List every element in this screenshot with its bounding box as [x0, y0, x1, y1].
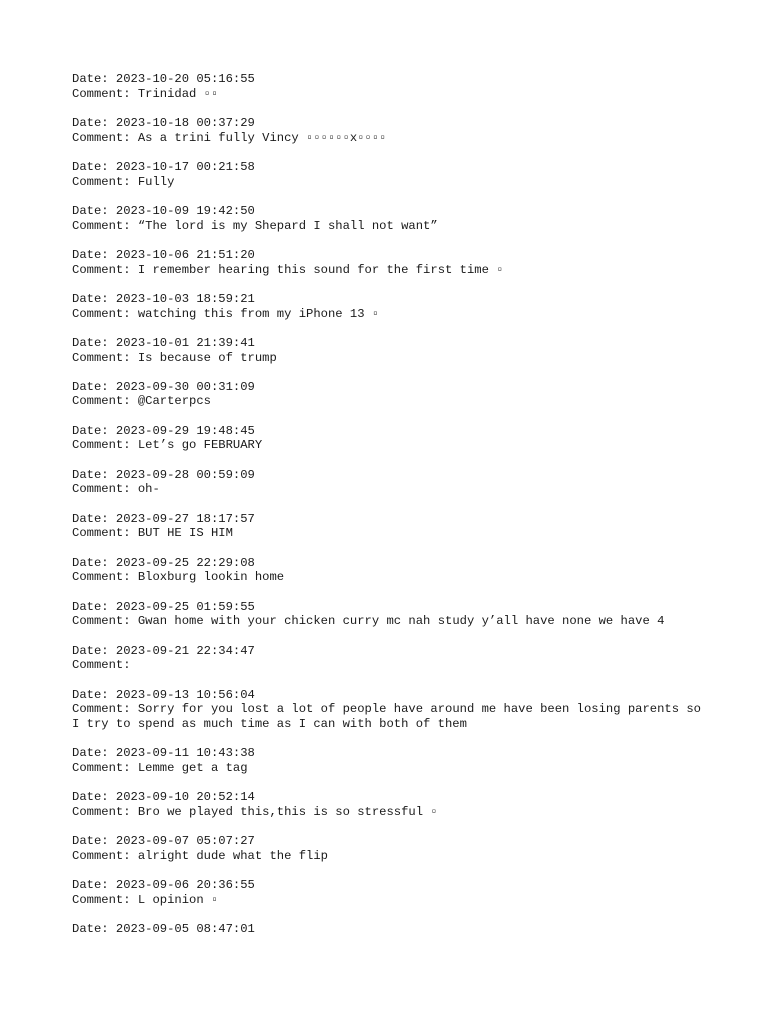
date-line — [72, 116, 712, 131]
comment-entry — [72, 380, 712, 409]
comment-text: Sorry for you lost a lot of people have around me have been losing parents so I try to spend as much time as I can with both of them — [72, 702, 709, 731]
comment-text: @Carterpcs — [137, 394, 211, 409]
comment-text: oh- — [137, 482, 160, 497]
comment-entry — [72, 688, 712, 732]
comment-entry — [72, 160, 712, 189]
comment-label: Comment: — [72, 702, 138, 717]
date-value: 2023-09-21 22:34:47 — [115, 643, 255, 658]
comment-entry — [72, 336, 712, 365]
comment-line — [72, 658, 712, 673]
comment-log — [72, 72, 712, 952]
date-value: 2023-09-10 20:52:14 — [115, 790, 255, 805]
comment-entry — [72, 292, 712, 321]
comment-line — [72, 87, 712, 102]
date-line — [72, 556, 712, 571]
date-label: Date: — [72, 159, 116, 174]
date-value: 2023-10-20 05:16:55 — [115, 72, 255, 86]
comment-line — [72, 394, 712, 409]
comment-entry — [72, 248, 712, 277]
date-value: 2023-10-03 18:59:21 — [115, 291, 255, 306]
comment-entry — [72, 72, 712, 101]
comment-entry — [72, 600, 712, 629]
comment-line — [72, 805, 712, 820]
date-label: Date: — [72, 643, 116, 658]
comment-label: Comment: — [72, 394, 138, 409]
date-value: 2023-10-18 00:37:29 — [115, 115, 255, 130]
comment-line — [72, 526, 712, 541]
comment-label: Comment: — [72, 760, 138, 775]
date-label: Date: — [72, 834, 116, 849]
comment-line — [72, 219, 712, 234]
comment-line — [72, 131, 712, 146]
date-line — [72, 72, 712, 87]
date-line — [72, 424, 712, 439]
date-value: 2023-09-27 18:17:57 — [115, 511, 255, 526]
comment-entry — [72, 424, 712, 453]
comment-label: Comment: — [72, 86, 138, 101]
comment-text: I remember hearing this sound for the first time ▫ — [137, 262, 504, 277]
comment-label: Comment: — [72, 482, 138, 497]
comment-label: Comment: — [72, 614, 138, 629]
date-line — [72, 336, 712, 351]
date-line — [72, 922, 712, 937]
comment-label: Comment: — [72, 658, 138, 673]
date-value: 2023-10-06 21:51:20 — [115, 247, 255, 262]
comment-entry — [72, 644, 712, 673]
comment-label: Comment: — [72, 262, 138, 277]
comment-entry — [72, 204, 712, 233]
date-line — [72, 688, 712, 703]
date-value: 2023-10-09 19:42:50 — [115, 203, 255, 218]
date-value: 2023-09-30 00:31:09 — [115, 379, 255, 394]
comment-line — [72, 893, 712, 908]
date-value: 2023-09-13 10:56:04 — [115, 687, 255, 702]
date-value: 2023-09-06 20:36:55 — [115, 878, 255, 893]
comment-text: watching this from my iPhone 13 ▫ — [137, 306, 380, 321]
comment-line — [72, 438, 712, 453]
comment-entry — [72, 922, 712, 937]
date-value: 2023-09-25 01:59:55 — [115, 599, 255, 614]
date-value: 2023-09-05 08:47:01 — [115, 922, 255, 937]
comment-label: Comment: — [72, 174, 138, 189]
date-line — [72, 292, 712, 307]
comment-label: Comment: — [72, 350, 138, 365]
comment-text: Bro we played this,this is so stressful ▫ — [137, 804, 438, 819]
comment-text: As a trini fully Vincy ▫▫▫▫▫▫x▫▫▫▫ — [137, 130, 387, 145]
comment-text: Fully — [137, 174, 175, 189]
comment-line — [72, 175, 712, 190]
comment-text: alright dude what the flip — [137, 848, 328, 863]
comment-label: Comment: — [72, 570, 138, 585]
comment-entry — [72, 790, 712, 819]
date-value: 2023-09-29 19:48:45 — [115, 423, 255, 438]
comment-text: Is because of trump — [137, 350, 277, 365]
date-label: Date: — [72, 599, 116, 614]
date-label: Date: — [72, 790, 116, 805]
comment-label: Comment: — [72, 526, 138, 541]
comment-entry — [72, 834, 712, 863]
comment-line — [72, 307, 712, 322]
date-label: Date: — [72, 247, 116, 262]
date-label: Date: — [72, 203, 116, 218]
comment-line — [72, 482, 712, 497]
date-line — [72, 834, 712, 849]
date-line — [72, 644, 712, 659]
comment-entry — [72, 512, 712, 541]
date-line — [72, 878, 712, 893]
date-label: Date: — [72, 687, 116, 702]
date-line — [72, 160, 712, 175]
date-value: 2023-10-17 00:21:58 — [115, 159, 255, 174]
date-label: Date: — [72, 555, 116, 570]
date-line — [72, 248, 712, 263]
date-value: 2023-09-25 22:29:08 — [115, 555, 255, 570]
date-line — [72, 380, 712, 395]
comment-line — [72, 761, 712, 776]
comment-text: L opinion ▫ — [137, 892, 219, 907]
comment-entry — [72, 878, 712, 907]
comment-label: Comment: — [72, 804, 138, 819]
date-line — [72, 512, 712, 527]
date-label: Date: — [72, 467, 116, 482]
date-line — [72, 204, 712, 219]
date-label: Date: — [72, 922, 116, 937]
date-label: Date: — [72, 878, 116, 893]
comment-label: Comment: — [72, 438, 138, 453]
comment-text: Bloxburg lookin home — [137, 570, 285, 585]
date-label: Date: — [72, 511, 116, 526]
comment-line — [72, 263, 712, 278]
comment-text: Trinidad ▫▫ — [137, 86, 219, 101]
date-line — [72, 790, 712, 805]
comment-line — [72, 570, 712, 585]
comment-label: Comment: — [72, 218, 138, 233]
comment-line — [72, 702, 712, 731]
comment-label: Comment: — [72, 848, 138, 863]
comment-text: BUT HE IS HIM — [137, 526, 233, 541]
date-label: Date: — [72, 379, 116, 394]
comment-entry — [72, 746, 712, 775]
date-label: Date: — [72, 115, 116, 130]
comment-text: Gwan home with your chicken curry mc nah study y’all have none we have 4 — [137, 614, 665, 629]
comment-text: “The lord is my Shepard I shall not want” — [137, 218, 438, 233]
date-label: Date: — [72, 72, 116, 86]
comment-entry — [72, 116, 712, 145]
comment-line — [72, 351, 712, 366]
comment-text: Lemme get a tag — [137, 760, 248, 775]
date-value: 2023-10-01 21:39:41 — [115, 335, 255, 350]
date-label: Date: — [72, 423, 116, 438]
date-label: Date: — [72, 291, 116, 306]
comment-label: Comment: — [72, 306, 138, 321]
comment-entry — [72, 556, 712, 585]
comment-line — [72, 849, 712, 864]
comment-text: Let’s go FEBRUARY — [137, 438, 263, 453]
date-line — [72, 746, 712, 761]
date-line — [72, 468, 712, 483]
comment-label: Comment: — [72, 892, 138, 907]
comment-entry — [72, 468, 712, 497]
date-value: 2023-09-07 05:07:27 — [115, 834, 255, 849]
date-value: 2023-09-28 00:59:09 — [115, 467, 255, 482]
date-label: Date: — [72, 335, 116, 350]
comment-label: Comment: — [72, 130, 138, 145]
date-value: 2023-09-11 10:43:38 — [115, 746, 255, 761]
date-label: Date: — [72, 746, 116, 761]
comment-line — [72, 614, 712, 629]
date-line — [72, 600, 712, 615]
